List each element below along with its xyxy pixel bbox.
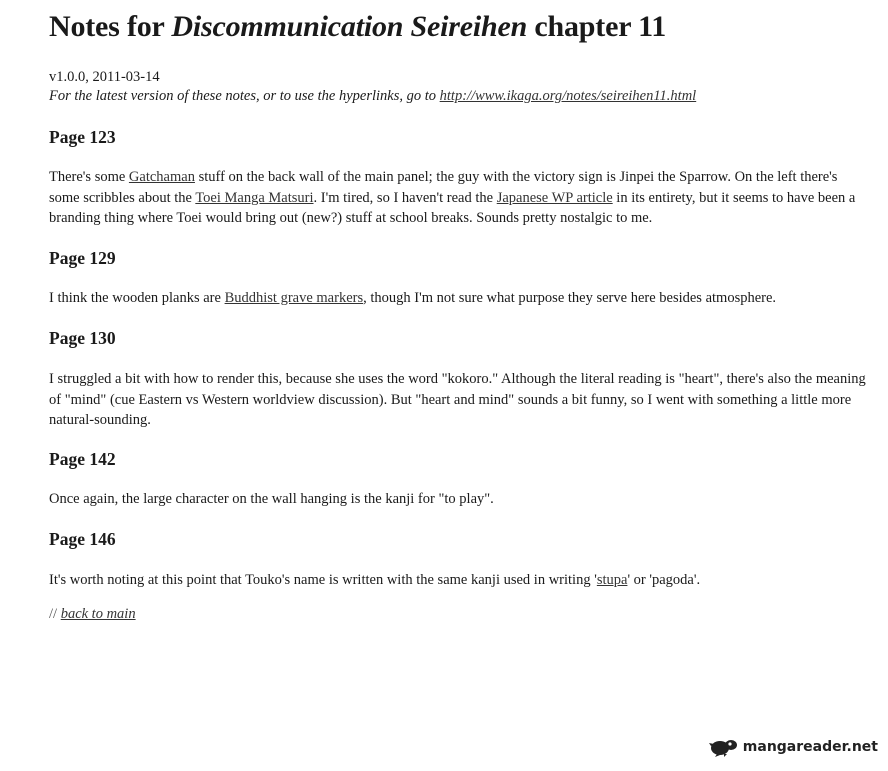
text-run: There's some bbox=[49, 169, 129, 185]
text-run: stuff on the back wall of the main panel; the guy with the victory sign is Jinpei the Sparrow. On the left there's some scribbles about the bbox=[49, 169, 838, 206]
mascot-logo-icon bbox=[709, 737, 739, 757]
section-text-page-146 bbox=[49, 570, 869, 591]
stupa-link[interactable]: stupa bbox=[596, 572, 628, 588]
section-text-page-129 bbox=[49, 288, 869, 309]
text-run: , though I'm not sure what purpose they serve here besides atmosphere. bbox=[363, 290, 777, 306]
section-text-page-142: Once again, the large character on the wall hanging is the kanji for "to play". bbox=[49, 491, 494, 507]
section-heading-page-142: Page 142 bbox=[49, 449, 116, 469]
japanese-wp-article-link[interactable]: Japanese WP article bbox=[496, 189, 613, 206]
title-prefix: Notes for bbox=[49, 10, 172, 43]
notes-url-link[interactable]: http://www.ikaga.org/notes/seireihen11.html bbox=[439, 88, 697, 104]
text-run: . I'm tired, so I haven't read the bbox=[313, 189, 497, 206]
section-heading-page-146: Page 146 bbox=[49, 529, 116, 549]
page-title bbox=[49, 10, 666, 44]
section-text-page-123 bbox=[49, 167, 869, 229]
toei-manga-matsuri-link[interactable]: Toei Manga Matsuri bbox=[195, 189, 314, 206]
section-heading-page-130: Page 130 bbox=[49, 328, 116, 348]
section-text-page-130: I struggled a bit with how to render this, because she uses the word "kokoro." Although the literal reading is "heart", there's also the meaning of "mind" (cue Eastern vs Western worldview discussion). But "heart and mind" sounds a bit funny, so I went with something a little more natural-sounding. bbox=[49, 371, 866, 428]
footer-nav bbox=[49, 606, 136, 623]
meta-block bbox=[49, 68, 696, 106]
text-run: in its entirety, but it seems to have been a branding thing where Toei would bring out (new?) stuff at school breaks. Sounds pretty nostalgic to me. bbox=[49, 189, 856, 226]
title-italic: Discommunication Seireihen bbox=[171, 10, 528, 43]
text-run: It's worth noting at this point that Touko's name is written with the same kanji used in writing ' bbox=[49, 572, 597, 588]
version-line: v1.0.0, 2011-03-14 bbox=[49, 69, 160, 85]
watermark-text: mangareader.net bbox=[742, 739, 878, 755]
section-heading-page-123: Page 123 bbox=[49, 127, 116, 147]
note-prefix: For the latest version of these notes, or to use the hyperlinks, go to bbox=[49, 88, 440, 104]
latest-version-note bbox=[49, 87, 696, 106]
text-run: I think the wooden planks are bbox=[49, 290, 225, 306]
back-to-main-link[interactable]: back to main bbox=[60, 606, 136, 622]
buddhist-grave-markers-link[interactable]: Buddhist grave markers bbox=[224, 290, 364, 306]
title-suffix: chapter 11 bbox=[527, 10, 667, 43]
section-heading-page-129: Page 129 bbox=[49, 248, 116, 268]
gatchaman-link[interactable]: Gatchaman bbox=[128, 169, 195, 185]
footer-separator: // bbox=[49, 606, 58, 622]
mangareader-watermark bbox=[709, 737, 878, 757]
text-run: ' or 'pagoda'. bbox=[627, 572, 701, 588]
